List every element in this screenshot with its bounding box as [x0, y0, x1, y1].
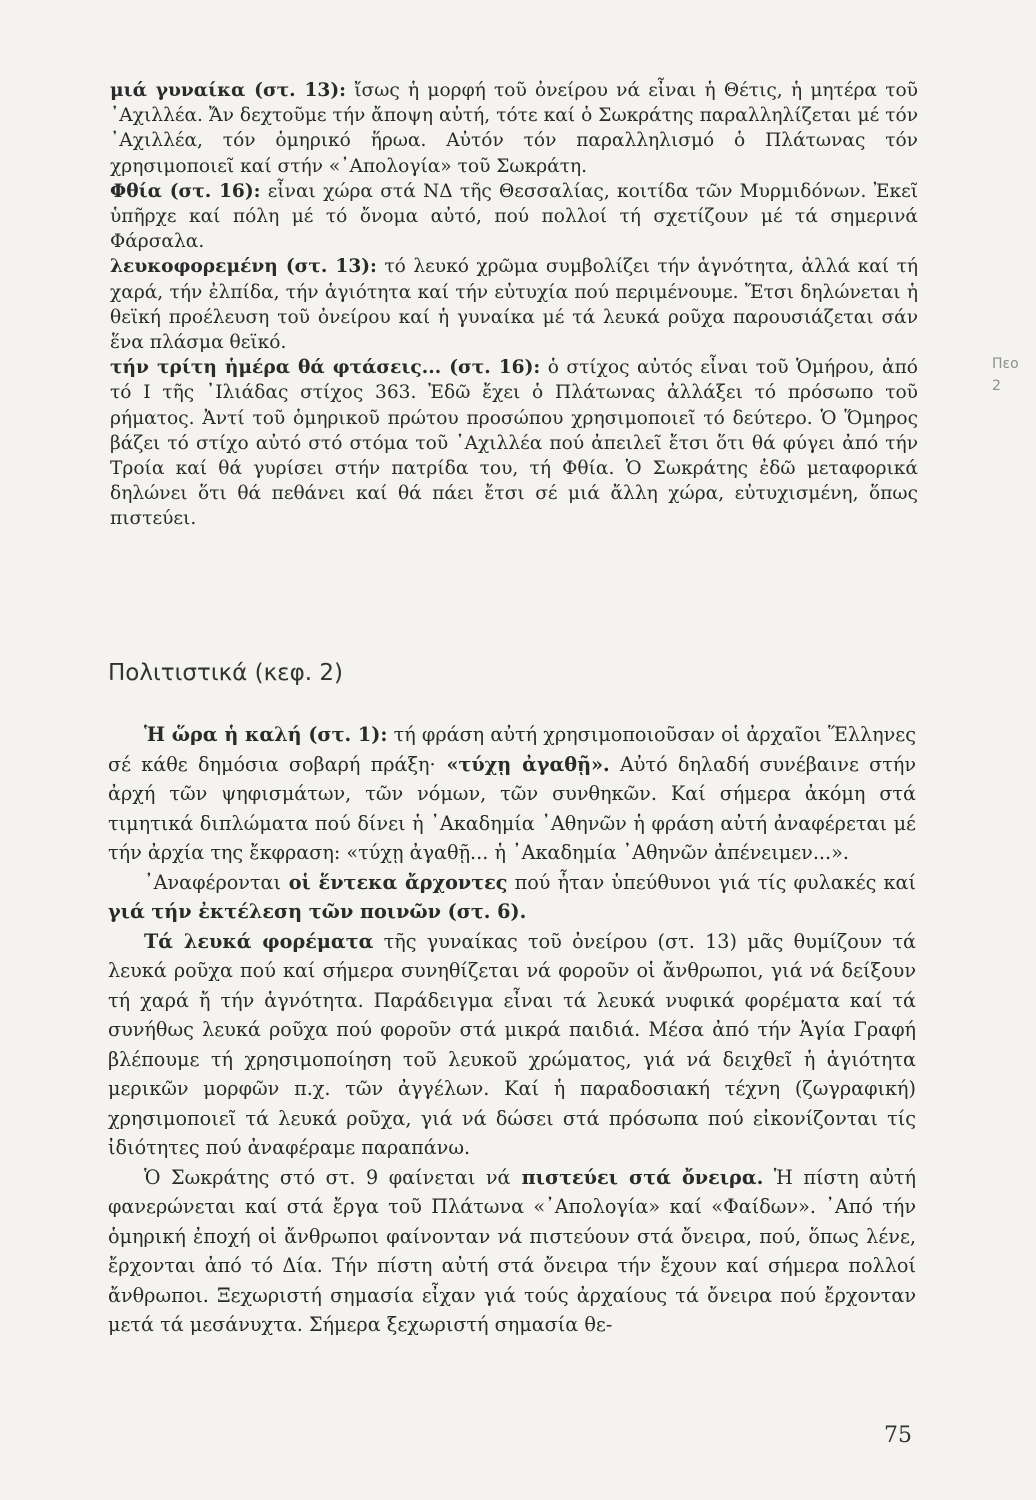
culture-term: γιά τήν ἐκτέλεση τῶν ποινῶν (στ. 6). [108, 900, 527, 923]
glossary-entry [110, 78, 918, 179]
glossary-entry [110, 254, 918, 355]
glossary-term: Φθία (στ. 16): [110, 180, 261, 202]
culture-text: Ἡ πίστη αὐτή φανερώνεται καί στά ἔργα τοῦ Πλάτωνα «᾿Απολογία» καί «Φαίδων». ᾿Από τήν ὁμηρική ἐποχή οἱ ἄνθρωποι φαίνονταν νά πιστεύουν στά ὄνειρα, πού, ὅπως λένε, ἔρχονται ἀπό τό Δία. Τήν πίστη αὐτή στά ὄνειρα τήν ἔχουν καί σήμερα πολλοί ἄνθρωποι. Ξεχωριστή σημασία εἶχαν γιά τούς ἀρχαίους τά ὄνειρα πού ἔρχονταν μετά τά μεσάνυχτα. Σήμερα ξεχωριστή σημασία θε- [108, 1165, 916, 1336]
margin-mark-bottom: 2 [992, 378, 1001, 394]
glossary-text: τό λευκό χρῶμα συμβολίζει τήν ἁγνότητα, ἀλλά καί τή χαρά, τήν ἐλπίδα, τήν ἁγιότητα καί τήν εὐτυχία πού περιμένουμε. Ἔτσι δηλώνεται ἡ θεϊκή προέλευση τοῦ ὀνείρου καί ἡ γυναίκα μέ τά λευκά ροῦχα παρουσιάζεται σάν ἕνα πλάσμα θεϊκό. [110, 256, 918, 354]
culture-section [108, 720, 916, 1340]
culture-term: «τύχῃ ἀγαθῇ». [435, 752, 610, 776]
glossary-text: ὁ στίχος αὐτός εἶναι τοῦ Ὁμήρου, ἀπό τό Ι τῆς ᾿Ιλιάδας στίχος 363. Ἐδῶ ἔχει ὁ Πλάτωνας ἀλλάξει τό πρόσωπο τοῦ ρήματος. Ἀντί τοῦ ὁμηρικοῦ πρώτου προσώπου χρησιμοποιεῖ τό δεύτερο. Ὁ Ὅμηρος βάζει τό στίχο αὐτό στό στόμα τοῦ ᾿Αχιλλέα πού ἀπειλεῖ ἔτσι ὅτι θά φύγει ἀπό τήν Τροία καί θά γυρίσει στήν πατρίδα του, τή Φθία. Ὁ Σωκράτης ἐδῶ μεταφορικά δηλώνει ὅτι θά πεθάνει καί θά πάει ἔτσι σέ μιά ἄλλη χώρα, εὐτυχισμένη, ὅπως πιστεύει. [110, 357, 918, 530]
glossary-term: τήν τρίτη ἡμέρα θά φτάσεις... (στ. 16): [110, 357, 541, 379]
glossary-entry [110, 355, 918, 531]
glossary-term: μιά γυναίκα (στ. 13): [110, 80, 346, 101]
culture-term: πιστεύει στά ὄνειρα. [510, 1165, 764, 1189]
culture-text: τῆς γυναίκας τοῦ ὀνείρου (στ. 13) μᾶς θυμίζουν τά λευκά ροῦχα πού καί σήμερα συνηθίζεται νά φοροῦν οἱ ἄνθρωποι, γιά νά δείξουν τή χαρά ἤ τήν ἁγνότητα. Παράδειγμα εἶναι τά λευκά νυφικά φορέματα καί τά συνήθως λευκά ροῦχα πού φοροῦν στά μικρά παιδιά. Μέσα ἀπό τήν Ἁγία Γραφή βλέπουμε τή χρησιμοποίηση τοῦ λευκοῦ χρώματος, γιά νά δειχθεῖ ἡ ἁγιότητα μερικῶν μορφῶν π.χ. τῶν ἀγγέλων. Καί ἡ παραδοσιακή τέχνη (ζωγραφική) χρησιμοποιεῖ τά λευκά ροῦχα, γιά νά δώσει στά πρόσωπα πού εἰκονίζονται τίς ἰδιότητες πού ἀναφέραμε παραπάνω. [108, 929, 916, 1159]
culture-paragraph [108, 1163, 916, 1340]
culture-text: Αὐτό δηλαδή συνέβαινε στήν ἀρχή τῶν ψηφισμάτων, τῶν νόμων, τῶν συνθηκῶν. Καί σήμερα ἀκόμη στά τιμητικά διπλώματα πού δίνει ἡ ᾿Ακαδημία ᾿Αθηνῶν ἡ φράση αὐτή ἀναφέρεται μέ τήν ἀρχία της ἔκφραση: «τύχῃ ἀγαθῇ... ἡ ᾿Ακαδημία ᾿Αθηνῶν ἀπένειμεν...». [108, 752, 917, 864]
culture-text: τή φράση αὐτή χρησιμοποιοῦσαν οἱ ἀρχαῖοι Ἕλληνες σέ κάθε δημόσια σοβαρή πράξη· [108, 723, 916, 776]
margin-mark-top: Πεο [992, 356, 1019, 372]
page-number: 75 [884, 1423, 912, 1448]
culture-paragraph [108, 927, 916, 1163]
culture-paragraph [108, 720, 916, 868]
culture-text: πού ἦταν ὑπεύθυνοι γιά τίς φυλακές καί [507, 870, 916, 894]
glossary-text: εἶναι χώρα στά ΝΔ τῆς Θεσσαλίας, κοιτίδα τῶν Μυρμιδόνων. Ἐκεῖ ὑπῆρχε καί πόλη μέ τό ὄνομα αὐτό, πού πολλοί τή σχετίζουν μέ τά σημερινά Φάρσαλα. [110, 180, 918, 253]
glossary-section [110, 78, 918, 532]
section-heading: Πολιτιστικά (κεφ. 2) [108, 660, 343, 686]
culture-term: οἱ ἕντεκα ἄρχοντες [281, 870, 508, 894]
culture-paragraph [108, 868, 916, 927]
culture-term: Ἡ ὥρα ἡ καλή (στ. 1): [144, 723, 388, 746]
glossary-text: ἴσως ἡ μορφή τοῦ ὀνείρου νά εἶναι ἡ Θέτις, ἡ μητέρα τοῦ ᾿Αχιλλέα. Ἄν δεχτοῦμε τήν ἄποψη αὐτή, τότε καί ὁ Σωκράτης παραλληλίζεται μέ τόν ᾿Αχιλλέα, τόν ὁμηρικό ἥρωα. Αὐτόν τόν παραλληλισμό ὁ Πλάτωνας τόν χρησιμοποιεῖ καί στήν «᾿Απολογία» τοῦ Σωκράτη. [110, 80, 918, 177]
glossary-term: λευκοφορεμένη (στ. 13): [110, 256, 377, 278]
culture-text: ᾿Αναφέρονται [144, 870, 282, 894]
glossary-entry [110, 179, 918, 255]
culture-text: Ὁ Σωκράτης στό στ. 9 φαίνεται νά [144, 1165, 511, 1189]
culture-term: Τά λευκά φορέματα [144, 929, 374, 953]
